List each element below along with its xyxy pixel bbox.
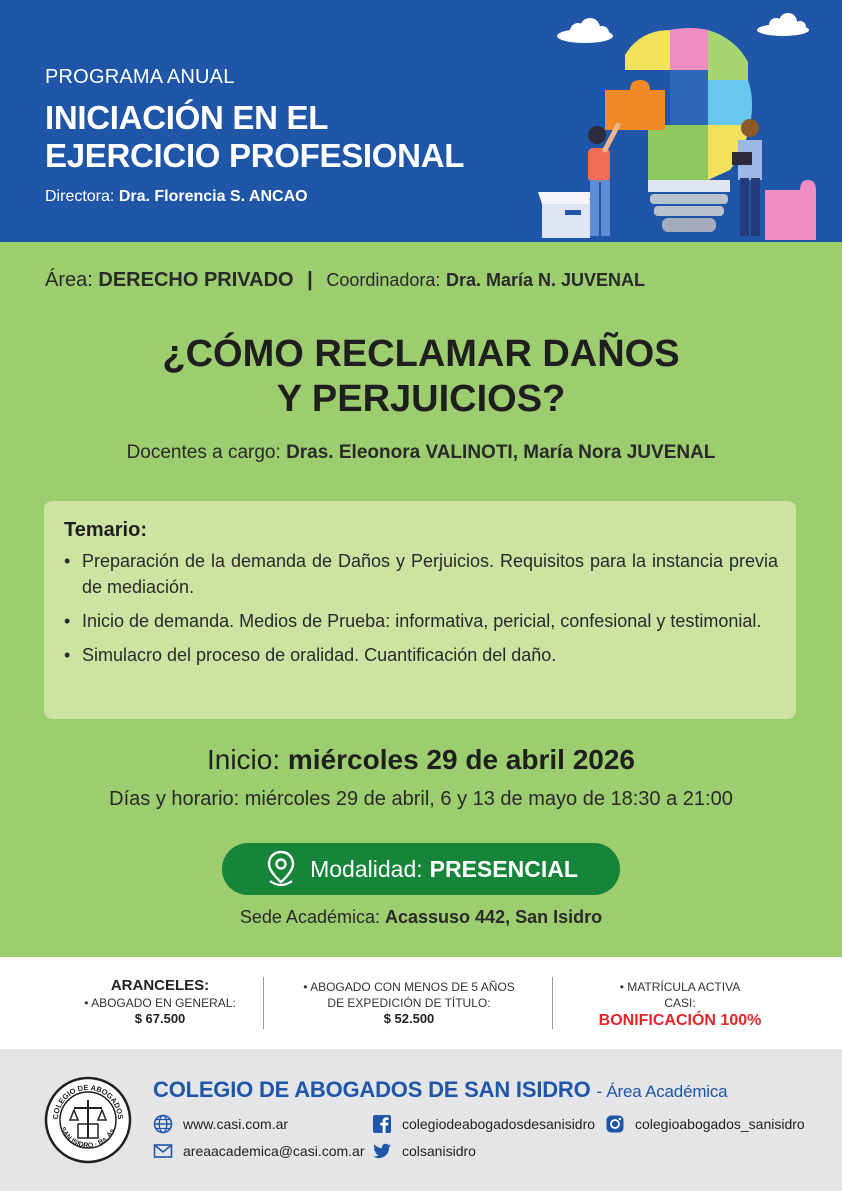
college-name-text: COLEGIO DE ABOGADOS DE SAN ISIDRO	[153, 1077, 591, 1102]
teachers-label: Docentes a cargo:	[126, 442, 281, 463]
envelope-icon	[153, 1141, 173, 1161]
puzzle-people-illustration	[530, 0, 842, 242]
college-area: - Área Académica	[596, 1082, 728, 1101]
fee-divider	[552, 977, 553, 1029]
course-title-line2: Y PERJUICIOS?	[276, 378, 566, 420]
syllabus-item: • Simulacro del proceso de oralidad. Cuantificación del daño.	[64, 642, 778, 668]
director-label: Directora:	[45, 188, 115, 205]
venue-label: Sede Académica:	[239, 907, 380, 927]
start-value: miércoles 29 de abril 2026	[287, 744, 636, 775]
svg-text:SAN ISIDRO · Bs. As.: SAN ISIDRO · Bs. As.	[58, 1126, 118, 1150]
email-link[interactable]: areaacademica@casi.com.ar	[183, 1143, 365, 1159]
fee-active-label-line2: CASI:	[664, 996, 696, 1010]
facebook-contact[interactable]	[372, 1114, 595, 1134]
program-title-line2: EJERCICIO PROFESIONAL	[45, 137, 465, 174]
schedule-days: Días y horario: miércoles 29 de abril, 6 y 13 de mayo de 18:30 a 21:00	[109, 788, 733, 810]
course-title-line1: ¿CÓMO RECLAMAR DAÑOS	[162, 333, 680, 375]
venue-value: Acassuso 442, San Isidro	[385, 907, 603, 927]
location-pin-icon	[264, 849, 298, 889]
footer	[0, 1049, 842, 1191]
fees-heading: ARANCELES:	[110, 977, 210, 994]
syllabus-item: • Inicio de demanda. Medios de Prueba: informativa, pericial, confesional y testimonial.	[64, 608, 778, 634]
modality-badge	[222, 843, 620, 895]
start-label: Inicio:	[206, 744, 281, 775]
fee-young-label-line2: DE EXPEDICIÓN DE TÍTULO:	[327, 996, 491, 1010]
program-title	[45, 99, 464, 175]
director	[45, 188, 308, 206]
fee-young-price: $ 52.500	[383, 1011, 435, 1026]
email-contact[interactable]	[153, 1141, 365, 1161]
venue-line	[0, 907, 842, 928]
area-label: Área:	[45, 269, 93, 291]
header-banner	[0, 0, 842, 242]
college-name	[153, 1077, 727, 1103]
fee-general	[60, 957, 260, 1049]
area-value: DERECHO PRIVADO	[98, 269, 294, 291]
coordinator-label: Coordinadora:	[326, 270, 441, 290]
fee-active-member	[566, 957, 794, 1049]
instagram-contact[interactable]	[605, 1114, 805, 1134]
instagram-link[interactable]: colegioabogados_sanisidro	[635, 1116, 805, 1132]
fee-general-price: $ 67.500	[134, 1011, 186, 1026]
fee-general-label: • ABOGADO EN GENERAL:	[84, 996, 236, 1010]
twitter-bird-icon	[372, 1141, 392, 1161]
twitter-link[interactable]: colsanisidro	[402, 1143, 476, 1159]
separator: |	[307, 269, 313, 291]
start-date	[0, 744, 842, 776]
syllabus-list	[64, 548, 778, 668]
svg-text:COLEGIO DE ABOGADOS: COLEGIO DE ABOGADOS	[50, 1082, 126, 1120]
globe-icon	[153, 1114, 173, 1134]
fee-divider	[263, 977, 264, 1029]
fee-young-lawyer	[284, 957, 534, 1049]
instagram-icon	[605, 1114, 625, 1134]
course-title	[0, 332, 842, 422]
facebook-icon	[372, 1114, 392, 1134]
syllabus-heading: Temario:	[64, 519, 147, 541]
twitter-contact[interactable]	[372, 1141, 476, 1161]
fees-section	[0, 957, 842, 1049]
fee-active-bonus: BONIFICACIÓN 100%	[598, 1012, 762, 1029]
teachers-line	[0, 442, 842, 464]
modality-value: PRESENCIAL	[429, 855, 578, 882]
college-seal-logo	[44, 1076, 132, 1164]
fee-active-label-line1: • MATRÍCULA ACTIVA	[619, 980, 741, 994]
coordinator-name: Dra. María N. JUVENAL	[445, 270, 646, 290]
facebook-link[interactable]: colegiodeabogadosdesanisidro	[402, 1116, 596, 1132]
modality-label: Modalidad:	[310, 855, 423, 882]
program-title-line1: INICIACIÓN EN EL	[45, 99, 329, 136]
program-label: PROGRAMA ANUAL	[45, 66, 235, 88]
syllabus-item: • Preparación de la demanda de Daños y Perjuicios. Requisitos para la instancia previa de mediación.	[64, 548, 778, 600]
fee-young-label-line1: • ABOGADO CON MENOS DE 5 AÑOS	[303, 980, 515, 994]
area-coordinator-line	[45, 269, 645, 292]
syllabus-box	[44, 501, 796, 719]
director-name: Dra. Florencia S. ANCAO	[118, 188, 308, 205]
website-contact[interactable]	[153, 1114, 288, 1134]
teachers-names: Dras. Eleonora VALINOTI, María Nora JUVENAL	[286, 442, 716, 463]
website-link[interactable]: www.casi.com.ar	[183, 1116, 289, 1132]
